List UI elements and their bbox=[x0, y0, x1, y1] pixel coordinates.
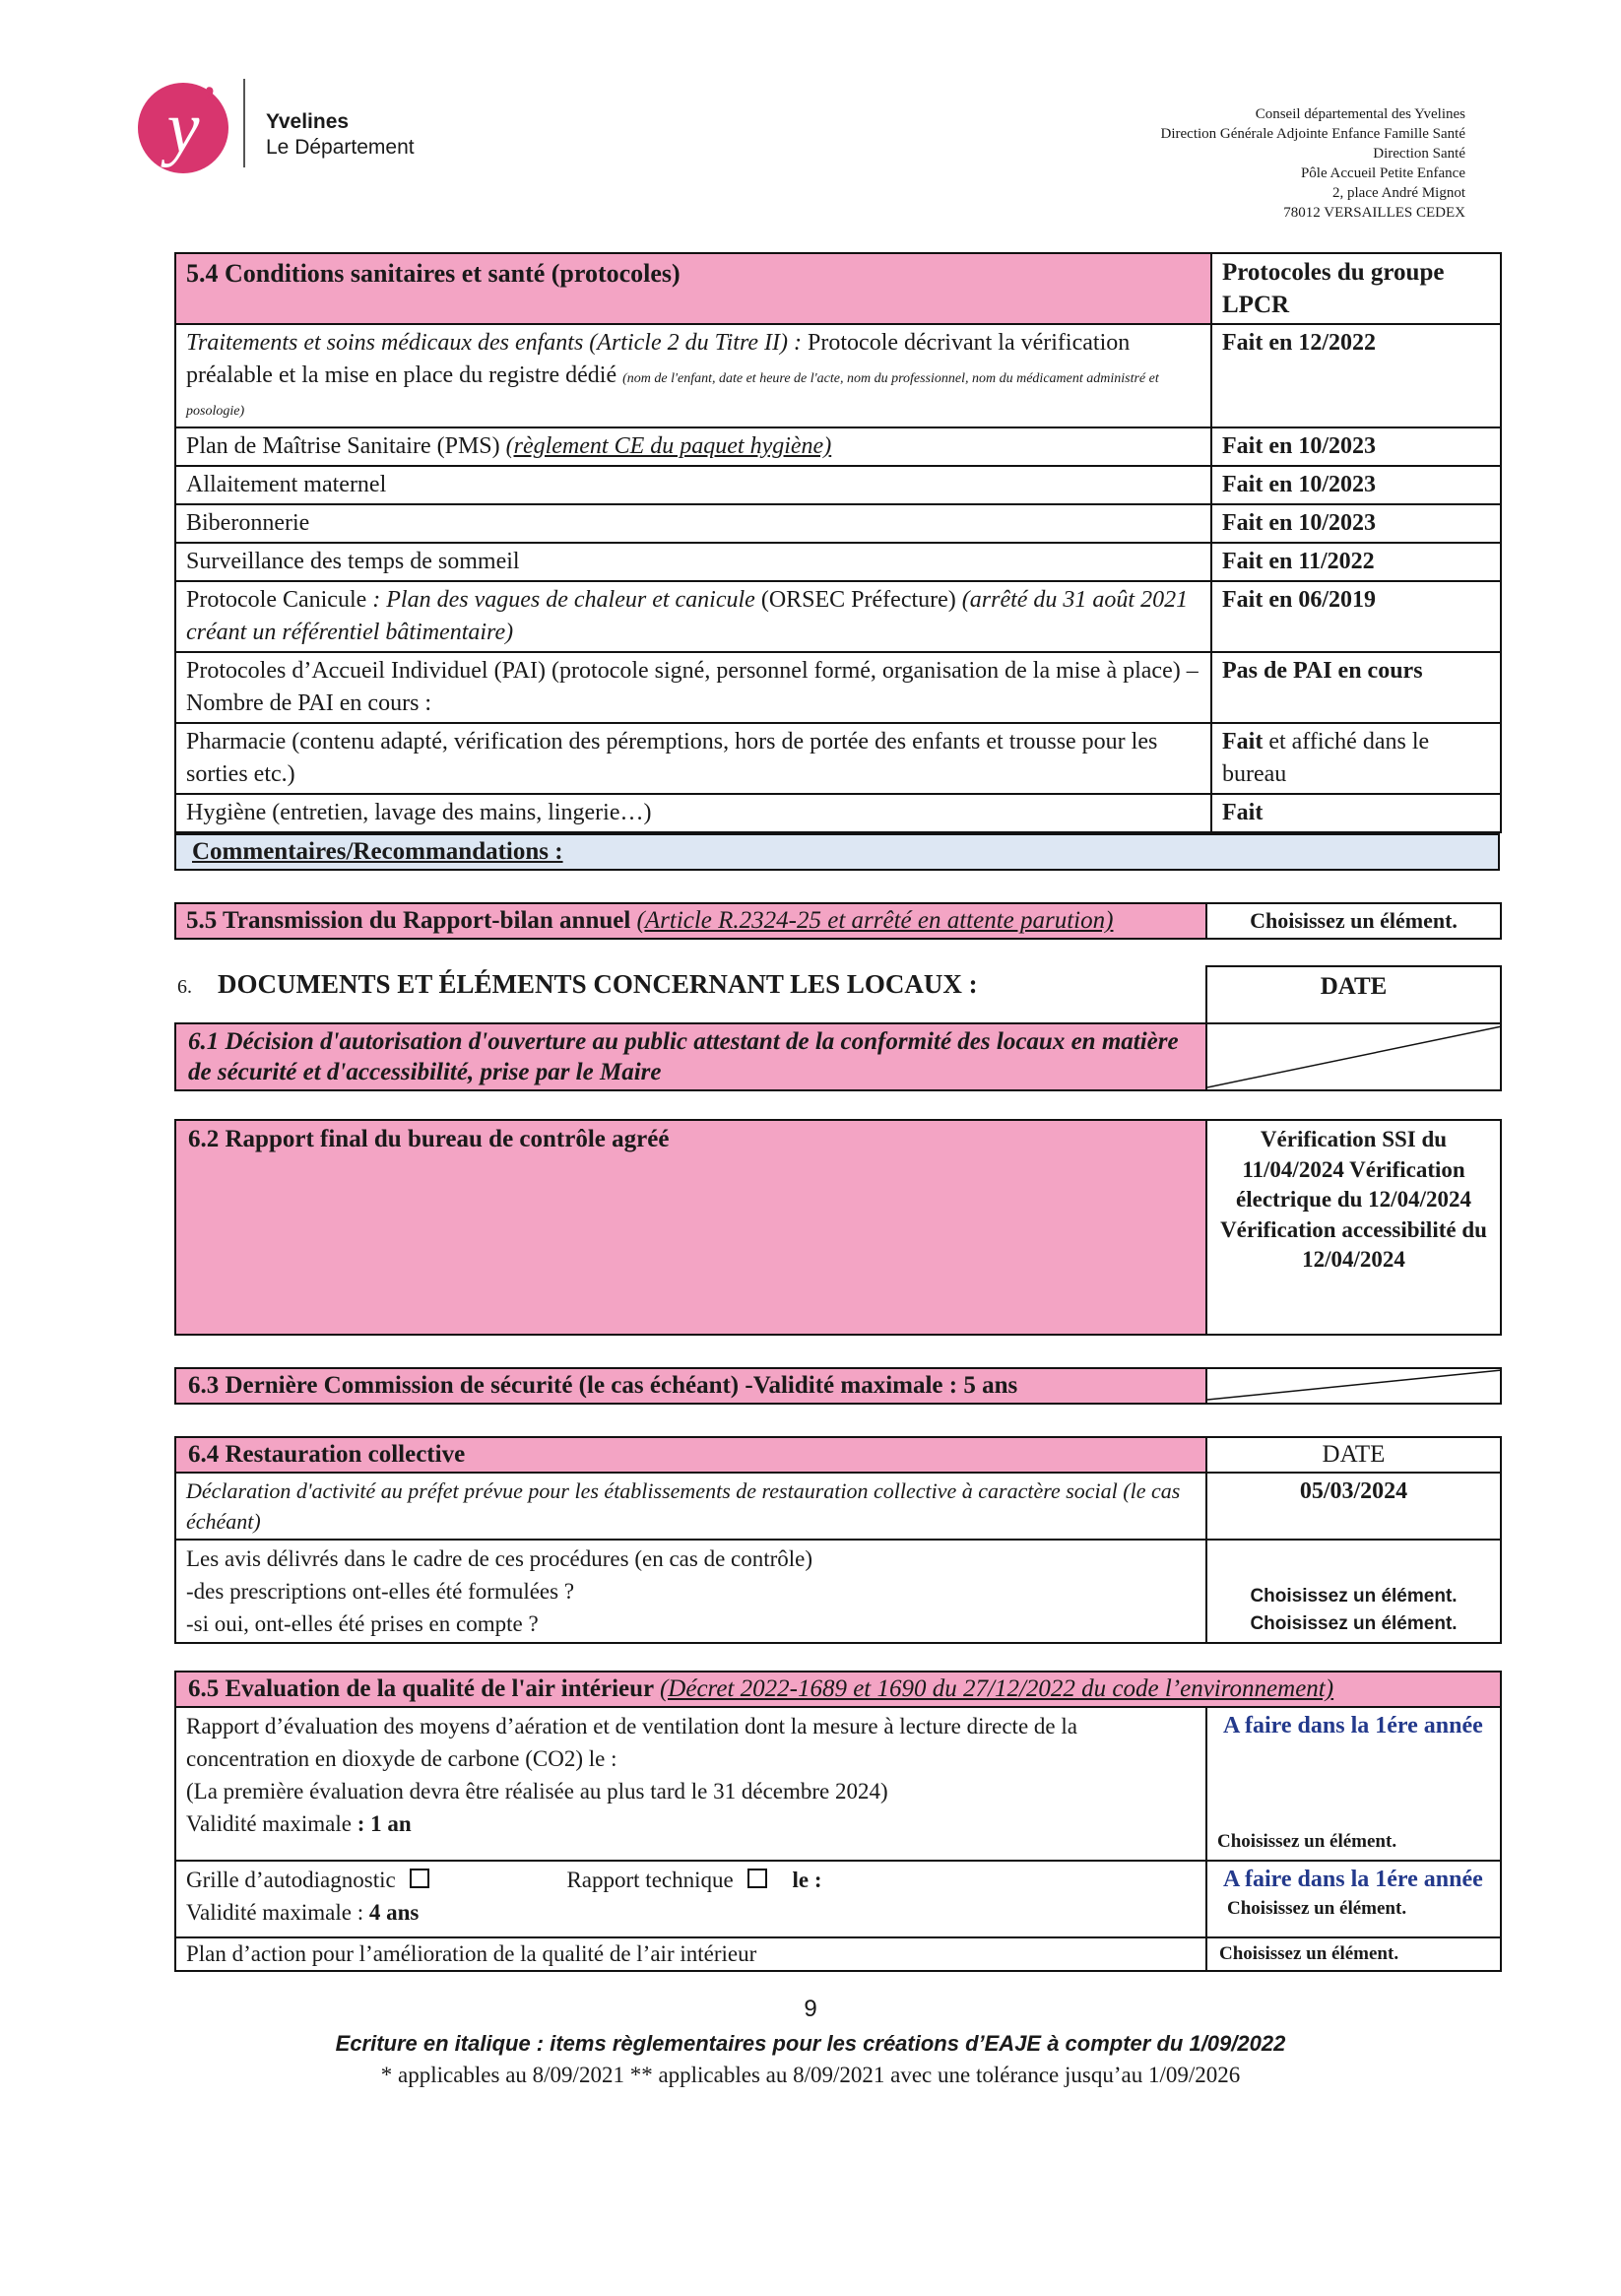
logo-name: Yvelines bbox=[266, 110, 350, 133]
section-6-4-table bbox=[174, 1436, 1502, 1644]
section-6-2-title: 6.2 Rapport final du bureau de contrôle agréé bbox=[175, 1120, 1206, 1335]
rapport-bilan-select[interactable]: Choisissez un élément. bbox=[1206, 903, 1501, 939]
section-5-5-title: 5.5 Transmission du Rapport-bilan annuel (Article R.2324-25 et arrêté en attente parution) bbox=[175, 903, 1206, 939]
rapport-checkbox[interactable] bbox=[747, 1869, 767, 1888]
section-6-4-title: 6.4 Restauration collective bbox=[175, 1437, 1206, 1473]
date-6-3-crossed bbox=[1206, 1368, 1501, 1404]
logo-subtitle: Le Département bbox=[266, 136, 415, 159]
section-6-1-table bbox=[174, 965, 1502, 1091]
logo-apostrophe-icon: ’ bbox=[203, 78, 217, 122]
row-breastfeeding: Allaitement maternel bbox=[175, 466, 1211, 504]
date-6-1-crossed bbox=[1206, 1023, 1501, 1090]
autodiagnostic-status: A faire dans la 1ére année bbox=[1223, 1867, 1483, 1892]
status-pharmacy: Fait et affiché dans le bureau bbox=[1211, 723, 1501, 794]
status-pms: Fait en 10/2023 bbox=[1211, 427, 1501, 466]
section-6-heading: 6. DOCUMENTS ET ÉLÉMENTS CONCERNANT LES LOCAUX : bbox=[177, 969, 978, 999]
row-pms: Plan de Maîtrise Sanitaire (PMS) (règlement CE du paquet hygiène) bbox=[175, 427, 1211, 466]
row-action-plan: Plan d’action pour l’amélioration de la qualité de l’air intérieur bbox=[175, 1937, 1206, 1971]
aeration-status: A faire dans la 1ére année bbox=[1223, 1713, 1483, 1738]
row-heatwave: Protocole Canicule : Plan des vagues de chaleur et canicule (ORSEC Préfecture) (arrêté du 31 août 2021 créant un référentiel bâtimentaire) bbox=[175, 581, 1211, 652]
status-bottle-room: Fait en 10/2023 bbox=[1211, 504, 1501, 543]
date-header: DATE bbox=[1206, 966, 1501, 1023]
aeration-status-cell bbox=[1206, 1707, 1501, 1861]
row-pharmacy: Pharmacie (contenu adapté, vérification des péremptions, hors de portée des enfants et trousse pour les sorties etc.) bbox=[175, 723, 1211, 794]
row-medical-treatment: Traitements et soins médicaux des enfants (Article 2 du Titre II) : Protocole décrivant la vérification préalable et la mise en place du registre dédié (nom de l'enfant, date et heure de l'acte, nom du professionnel, nom du médicament administré et posologie) bbox=[175, 324, 1211, 427]
grille-checkbox[interactable] bbox=[410, 1869, 429, 1888]
row-aeration-report: Rapport d’évaluation des moyens d’aération et de ventilation dont la mesure à lecture directe de la concentration en dioxyde de carbone (CO2) le : (La première évaluation devra être réalisée au plus tard le 31 décembre 2024) Validité maximale : 1 an bbox=[175, 1707, 1206, 1861]
row-hygiene: Hygiène (entretien, lavage des mains, lingerie…) bbox=[175, 794, 1211, 832]
section-6-5-table bbox=[174, 1671, 1502, 1972]
sender-address bbox=[1161, 104, 1465, 223]
page-number: 9 bbox=[804, 1996, 817, 2022]
control-verifications: Vérification SSI du 11/04/2024 Vérification électrique du 12/04/2024 Vérification accessibilité du 12/04/2024 bbox=[1206, 1120, 1501, 1335]
address-line: 78012 VERSAILLES CEDEX bbox=[1283, 205, 1465, 221]
row-autodiagnostic: Grille d’autodiagnostic Rapport technique le : Validité maximale : 4 ans bbox=[175, 1861, 1206, 1937]
address-line: Conseil départemental des Yvelines bbox=[1255, 106, 1465, 122]
status-pai: Pas de PAI en cours bbox=[1211, 652, 1501, 723]
status-hygiene: Fait bbox=[1211, 794, 1501, 832]
address-line: Direction Générale Adjointe Enfance Famille Santé bbox=[1160, 126, 1465, 142]
section-6-2-table bbox=[174, 1119, 1502, 1336]
row-declaration-prefet: Déclaration d'activité au préfet prévue pour les établissements de restauration collective à caractère social (le cas échéant) bbox=[175, 1473, 1206, 1540]
protocol-group: Protocoles du groupe LPCR bbox=[1211, 253, 1501, 324]
row-pai: Protocoles d’Accueil Individuel (PAI) (protocole signé, personnel formé, organisation de la mise à place) – Nombre de PAI en cours : bbox=[175, 652, 1211, 723]
autodiagnostic-status-cell bbox=[1206, 1861, 1501, 1937]
section-6-3-title: 6.3 Dernière Commission de sécurité (le cas échéant) -Validité maximale : 5 ans bbox=[175, 1368, 1206, 1404]
section-6-1-title: 6.1 Décision d'autorisation d'ouverture au public attestant de la conformité des locaux en matière de sécurité et d'accessibilité, prise par le Maire bbox=[175, 1023, 1206, 1090]
section-5-4-table bbox=[174, 252, 1502, 833]
prises-en-compte-select[interactable]: Choisissez un élément. bbox=[1250, 1613, 1458, 1634]
row-sleep: Surveillance des temps de sommeil bbox=[175, 543, 1211, 581]
row-bottle-room: Biberonnerie bbox=[175, 504, 1211, 543]
logo-divider bbox=[243, 79, 245, 167]
yvelines-logo: y bbox=[138, 83, 228, 173]
row-avis-delivres: Les avis délivrés dans le cadre de ces procédures (en cas de contrôle) -des prescriptions ont-elles été formulées ? -si oui, ont-elles été prises en compte ? bbox=[175, 1540, 1206, 1643]
address-line: 2, place André Mignot bbox=[1332, 185, 1465, 201]
footer-applicability-note: * applicables au 8/09/2021 ** applicables au 8/09/2021 avec une tolérance jusqu’au 1/09/2026 bbox=[380, 2063, 1241, 2087]
section-5-5-table bbox=[174, 902, 1502, 940]
declaration-date: 05/03/2024 bbox=[1206, 1473, 1501, 1540]
status-sleep: Fait en 11/2022 bbox=[1211, 543, 1501, 581]
section-6-3-table bbox=[174, 1367, 1502, 1405]
comments-table bbox=[174, 833, 1500, 871]
address-line: Pôle Accueil Petite Enfance bbox=[1300, 165, 1465, 181]
autodiagnostic-select[interactable]: Choisissez un élément. bbox=[1227, 1898, 1407, 1919]
section-5-4-title: 5.4 Conditions sanitaires et santé (protocoles) bbox=[175, 253, 1211, 324]
address-line: Direction Santé bbox=[1373, 146, 1465, 162]
prescriptions-select[interactable]: Choisissez un élément. bbox=[1250, 1586, 1458, 1607]
status-heatwave: Fait en 06/2019 bbox=[1211, 581, 1501, 652]
action-plan-select[interactable]: Choisissez un élément. bbox=[1206, 1937, 1501, 1971]
status-medical-treatment: Fait en 12/2022 bbox=[1211, 324, 1501, 427]
avis-selects bbox=[1206, 1540, 1501, 1643]
status-breastfeeding: Fait en 10/2023 bbox=[1211, 466, 1501, 504]
section-6-5-title: 6.5 Evaluation de la qualité de l'air intérieur (Décret 2022-1689 et 1690 du 27/12/2022 du code l’environnement) bbox=[175, 1672, 1501, 1707]
aeration-select[interactable]: Choisissez un élément. bbox=[1217, 1831, 1397, 1852]
date-header: DATE bbox=[1206, 1437, 1501, 1473]
footer-italic-note: Ecriture en italique : items règlementaires pour les créations d’EAJE à compter du 1/09/2022 bbox=[335, 2031, 1286, 2056]
comments-label[interactable]: Commentaires/Recommandations : bbox=[175, 834, 1499, 870]
